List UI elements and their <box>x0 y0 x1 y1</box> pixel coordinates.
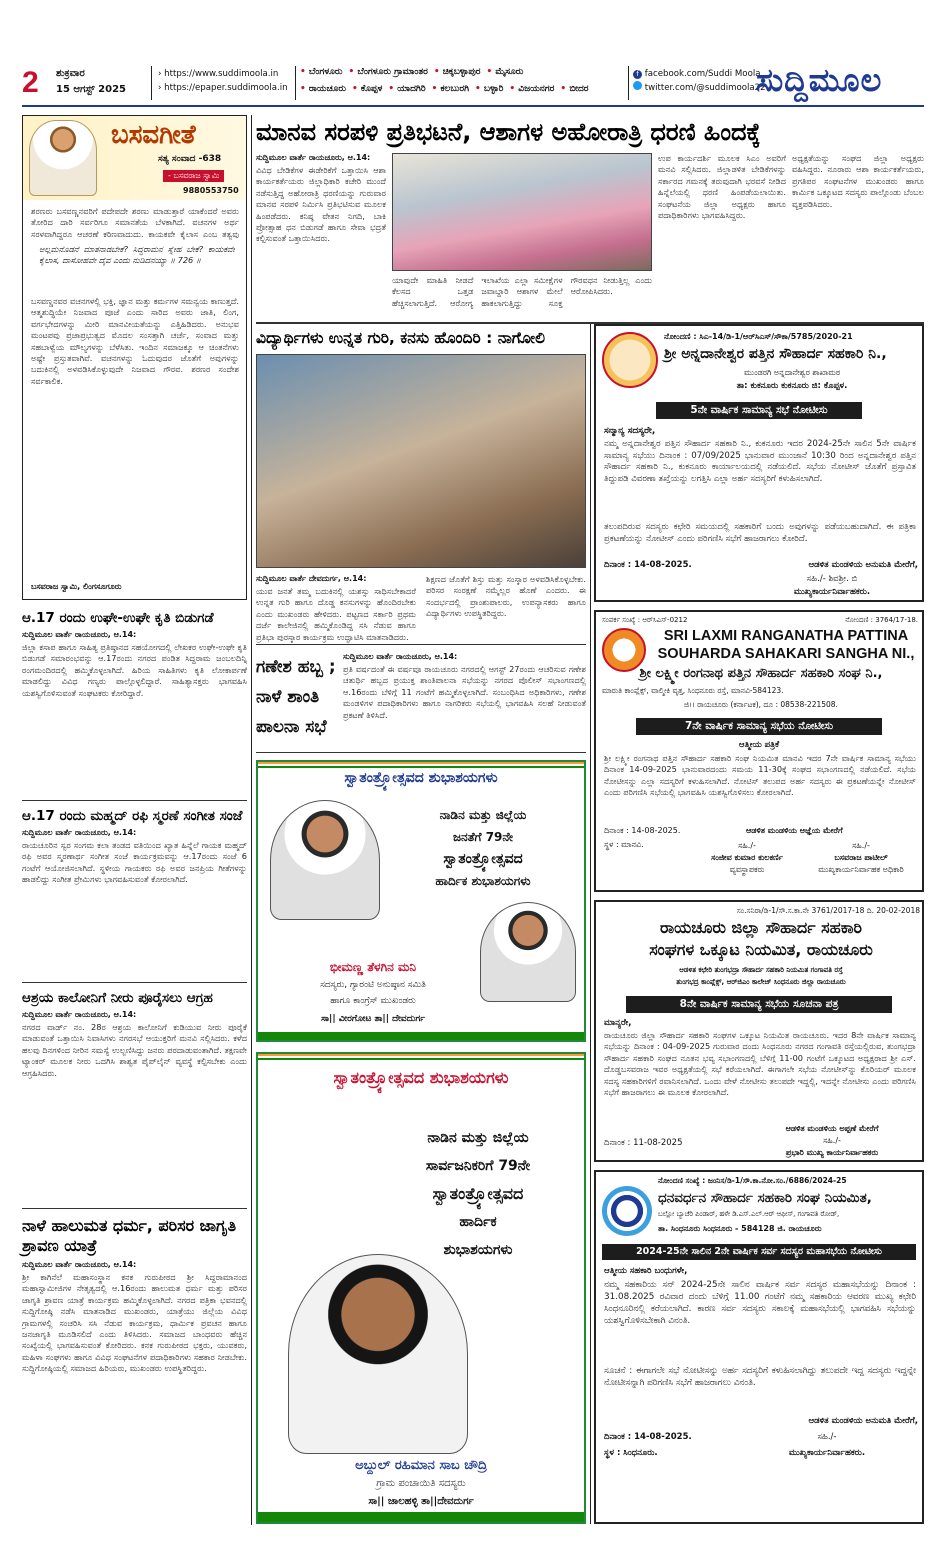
edition-link-5[interactable]: ವಿಜಯನಗರ <box>518 84 555 94</box>
basava-phone: 9880553750 <box>183 186 239 195</box>
wish-1-banner: ಸ್ವಾತಂತ್ರ್ಯೋತ್ಸವದ ಶುಭಾಶಯಗಳು <box>344 770 498 786</box>
notice-2-sign-left-2: ಸಂಜೀವ ಕುಮಾರ ಕುಲಕರ್ಣಿ <box>711 853 783 862</box>
notice-3-address-1: ಆಡಳಿತ ಕಛೇರಿ ತುಂಗಭದ್ರಾ ಸೌಹಾರ್ದ ಸಹಕಾರಿ ನಿಯಮಿತ ಗಂಗಾವತಿ ರಸ್ತೆ <box>679 966 843 974</box>
notice-4-place: ಸ್ಥಳ : ಸಿಂಧನೂರು. <box>604 1448 658 1458</box>
bullet-icon: • <box>486 67 496 77</box>
notice-4-banner: 2024-25ನೇ ಸಾಲಿನ 2ನೇ ವಾರ್ಷಿಕ ಸರ್ವ ಸದಸ್ಯರ ಮಹಾಸಭೆಯ ನೋಟೀಸು <box>602 1244 916 1260</box>
left-article-1-body: ಜಿಲ್ಲಾ ಕಸಾಪ ಹಾಗೂ ಸಾಹಿತ್ಯ ಪ್ರತಿಷ್ಠಾನದ ಸಹಯೋಗದಲ್ಲಿ ಲೇಖಕರ ಉಘೇ-ಉಘೇ ಕೃತಿ ಬಿಡುಗಡೆ ಸಮಾರಂಭವನ್ನು ಆ.17ರಂದು ನಗರದ ಪಂಡಿತ ಸಿದ್ದರಾಮ ಜಂಬಲದಿನ್ನಿ ರಂಗಮಂದಿರದಲ್ಲಿ ಹಮ್ಮಿಕೊಳ್ಳಲಾಗಿದೆ. ಹಿರಿಯ ಸಾಹಿತಿಗಳು ಕೃತಿ ಲೋಕಾರ್ಪಣೆ ಮಾಡಲಿದ್ದು ವಿವಿಧ ಗಣ್ಯರು ಪಾಲ್ಗೊಳ್ಳಲಿದ್ದಾರೆ. ಸಾಹಿತ್ಯಾಸಕ್ತರು ಭಾಗವಹಿಸಿ ಯಶಸ್ವಿಗೊಳಿಸುವಂತೆ ಸಂಘಟಕರು ಕೋರಿದ್ದಾರೆ. <box>22 642 247 698</box>
notice-2-sign-right-2: ಬಸವರಾಜ ಪಾಟೀಲ್ <box>834 853 888 862</box>
notice-2-sign-left-1: ಸಹಿ./- <box>738 841 756 850</box>
notice-1-name: ಶ್ರೀ ಅನ್ನದಾನೇಶ್ವರ ಪತ್ತಿನ ಸೌಹಾರ್ದ ಸಹಕಾರಿ ನಿ., <box>664 346 887 362</box>
notice-2-date: ದಿನಾಂಕ : 14-08-2025. <box>604 826 681 835</box>
wish-2-line-2: ಸಾರ್ವಜನಿಕರಿಗೆ 79ನೇ <box>425 1158 531 1174</box>
page-number: 2 <box>22 66 39 99</box>
wish-1-line-4: ಹಾರ್ದಿಕ ಶುಭಾಶಯಗಳು <box>435 874 531 888</box>
basava-header <box>23 116 246 200</box>
lead-story <box>256 115 924 320</box>
wish-1-role-2: ಹಾಗೂ ಕಾಂಗ್ರೆಸ್ ಮುಖಂಡರು <box>330 996 416 1006</box>
wish-1-name: ಭೀಮಣ್ಣ ತೆಳಗಿನ ಮನಿ <box>329 960 417 974</box>
left-article-2-headline: ಆ.17 ರಂದು ಮಹ್ಮದ್ ರಫಿ ಸ್ಮರಣೆ ಸಂಗೀತ ಸಂಜೆ <box>22 808 243 824</box>
wish-1-line-3: ಸ್ವಾತಂತ್ರ್ಯೋತ್ಸವದ <box>443 851 523 867</box>
notice-2-sign-right-3: ಮುಖ್ಯಕಾರ್ಯನಿರ್ವಾಹಕ ಅಧಿಕಾರಿ <box>818 865 904 874</box>
bullet-icon: • <box>388 84 398 94</box>
notice-4-reg: ನೋಂದಣಿ ಸಂಖ್ಯೆ : ಜಂನಿಸ/ಡಿ-1/ಸೌ.ಕಾ.ನೋ.ಸಂ./6886/2024-25 <box>658 1176 847 1185</box>
bullet-icon: • <box>300 84 309 94</box>
lead-col-1: ವಿವಿಧ ಬೇಡಿಕೆಗಳ ಈಡೇರಿಕೆಗೆ ಒತ್ತಾಯಿಸಿ ಆಶಾ ಕಾರ್ಯಕರ್ತೆಯರು ಜಿಲ್ಲಾಧಿಕಾರಿ ಕಚೇರಿ ಮುಂದೆ ನಡೆಸುತ್ತಿದ್ದ ಅಹೋರಾತ್ರಿ ಧರಣಿಯನ್ನು ಗುರುವಾರ ಮಾನವ ಸರಪಳಿ ನಿರ್ಮಿಸಿ ಪ್ರತಿಭಟಿಸುವ ಮೂಲಕ ಹಿಂಪಡೆದರು. ಕನಿಷ್ಠ ವೇತನ ನಿಗದಿ, ಬಾಕಿ ಪ್ರೋತ್ಸಾಹ ಧನ ಬಿಡುಗಡೆ ಹಾಗೂ ಸೇವಾ ಭದ್ರತೆ ಕಲ್ಪಿಸುವಂತೆ ಒತ್ತಾಯಿಸಿದರು. <box>256 165 386 244</box>
editions-row-2 <box>300 84 595 94</box>
notice-2-address-2: ಜಿ।। ರಾಯಚೂರು (ಕರ್ನಾಟಕ), ದೂ : 08538-221508. <box>684 700 838 709</box>
notice-4-name: ಧನವರ್ಧನ ಸೌಹಾರ್ದ ಸಹಕಾರಿ ಸಂಘ ನಿಯಮಿತ, <box>658 1190 872 1206</box>
issue-date: 15 ಆಗಸ್ಟ್ 2025 <box>56 84 126 95</box>
notice-dhanavardhana <box>594 1170 924 1524</box>
left-article-3-body: ನಗರದ ವಾರ್ಡ್ ನಂ. 28ರ ಆಶ್ರಯ ಕಾಲೋನಿಗೆ ಕುಡಿಯುವ ನೀರು ಪೂರೈಕೆ ಮಾಡುವಂತೆ ಒತ್ತಾಯಿಸಿ ನಿವಾಸಿಗಳು ನಗರಸಭೆ ಆಯುಕ್ತರಿಗೆ ಮನವಿ ಸಲ್ಲಿಸಿದರು. ಕಳೆದ ಹಲವು ದಿನಗಳಿಂದ ನೀರಿನ ಸಮಸ್ಯೆ ಉಲ್ಬಣಿಸಿದ್ದು ಜನರು ಪರದಾಡುವಂತಾಗಿದೆ. ತಕ್ಷಣವೇ ಟ್ಯಾಂಕರ್ ಮೂಲಕ ನೀರು ಒದಗಿಸಿ ಶಾಶ್ವತ ಪೈಪ್‌ಲೈನ್ ವ್ಯವಸ್ಥೆ ಕಲ್ಪಿಸಬೇಕು ಎಂದು ಆಗ್ರಹಿಸಿದರು. <box>22 1022 247 1078</box>
wish-2-name: ಅಬ್ದುಲ್ ರಹಿಮಾನ ಸಾಬ ಚೌದ್ರಿ <box>355 1458 487 1473</box>
bullet-icon: • <box>348 67 358 77</box>
notice-1-salutation: ಸನ್ಮಾನ್ಯ ಸದಸ್ಯರೇ, <box>604 426 656 436</box>
ganesha-body: ಪ್ರತಿ ವರ್ಷದಂತೆ ಈ ವರ್ಷವೂ ರಾಯಚೂರು ನಗರದಲ್ಲಿ ಆಗಸ್ಟ್ 27ರಂದು ಆಚರಿಸುವ ಗಣೇಶ ಚತುರ್ಥಿ ಹಬ್ಬದ ಪ್ರಯುಕ್ತ ಶಾಂತಿಪಾಲನಾ ಸಭೆಯನ್ನು ನಗರದ ಪೊಲೀಸ್ ಸಭಾಂಗಣದಲ್ಲಿ ಆ.16ರಂದು ಬೆಳಿಗ್ಗೆ 11 ಗಂಟೆಗೆ ಹಮ್ಮಿಕೊಳ್ಳಲಾಗಿದೆ. ಸಂಬಂಧಿಸಿದ ಅಧಿಕಾರಿಗಳು, ಗಣೇಶ ಮಂಡಳಿಗಳ ಪದಾಧಿಕಾರಿಗಳು ಹಾಗೂ ನಾಗರಿಕರು ಸಭೆಯಲ್ಲಿ ಭಾಗವಹಿಸಿ ಸಲಹೆ ನೀಡುವಂತೆ ಪ್ರಕಟಣೆ ತಿಳಿಸಿದೆ. <box>343 664 586 720</box>
notice-3-sign-1: ಆಡಳಿತ ಮಂಡಳಿಯ ಅಪ್ಪಣೆ ಮೇರೆಗೆ <box>785 1124 879 1133</box>
edition-link-3[interactable]: ಮೈಸೂರು <box>495 67 524 77</box>
lead-byline: ಸುದ್ದಿಮೂಲ ವಾರ್ತೆ ರಾಯಚೂರು, ಆ.14: <box>256 153 371 162</box>
editions-row-1 <box>300 67 529 77</box>
notice-2-reg-left: ಸಂಪರ್ಕ ಸಂಖ್ಯೆ : ಆರ್‌ಸಿಎಸ್-0212 <box>602 616 688 624</box>
notice-1-banner: 5ನೇ ವಾರ್ಷಿಕ ಸಾಮಾನ್ಯ ಸಭೆ ನೋಟೀಸು <box>656 402 862 419</box>
newspaper-logo[interactable]: ಸುದ್ದಿಮೂಲ <box>756 61 883 99</box>
notice-3-sign-2: ಸಹಿ./- <box>823 1136 841 1145</box>
notice-4-address-1: ಬಲ್ಲೋ ಬ್ಯಾಚೆರಿ ಪಿಂಡಾರ್, ಹಳೇ ಡಿ.ಎಸ್.ಎಲ್.ಆರ್ ಆಫೀಸ್, ಗಂಗಾವತಿ ರೋಡ್, <box>658 1210 840 1218</box>
wish-2-portrait <box>288 1254 468 1454</box>
wish-1-line-1: ನಾಡಿನ ಮತ್ತು ಜಿಲ್ಲೆಯ <box>439 808 527 822</box>
notice-2-salutation: ಆತ್ಮೀಯ ಪತ್ರಿಕೆ <box>738 740 780 750</box>
notice-3-salutation: ಮಾನ್ಯರೇ, <box>604 1018 632 1028</box>
notice-2-sign-right-1: ಸಹಿ./- <box>852 841 870 850</box>
notice-1-date: ದಿನಾಂಕ : 14-08-2025. <box>604 560 692 570</box>
notice-2-english-1: SRI LAXMI RANGANATHA PATTINA <box>663 628 909 644</box>
epaper-link[interactable]: › https://epaper.suddimoola.in <box>158 83 288 93</box>
students-byline: ಸುದ್ದಿಮೂಲ ವಾರ್ತೆ ದೇವದುರ್ಗ, ಆ.14: <box>256 574 367 583</box>
edition-link-1[interactable]: ಕೊಪ್ಪಳ <box>360 84 383 94</box>
notice-4-salutation: ಆತ್ಮೀಯ ಸಹಕಾರಿ ಬಂಧುಗಳೇ, <box>604 1266 688 1276</box>
wish-2-line-3: ಸ್ವಾತಂತ್ರ್ಯೋತ್ಸವದ <box>432 1184 524 1203</box>
basavanna-portrait <box>29 120 97 196</box>
notice-4-sign-2: ಸಹಿ./- <box>817 1432 837 1442</box>
notice-1-reg: ನೋಂದಣಿ : ಸಿಎ-14/ಡಿ-1/ಆರ್‌ಸಿಎಸ್/ಸೌಕಾ/5785/2020-21 <box>664 332 853 341</box>
left-article-3-headline: ಆಶ್ರಯ ಕಾಲೋನಿಗೆ ನೀರು ಪೂರೈಸಲು ಆಗ್ರಹ <box>22 990 213 1006</box>
notice-2-sign-left-3: ವ್ಯವಸ್ಥಾಪಕರು <box>729 865 765 874</box>
basava-column <box>22 115 247 600</box>
bullet-icon: • <box>560 84 570 94</box>
notice-2-name: ಶ್ರೀ ಲಕ್ಷ್ಮೀ ರಂಗನಾಥ ಪತ್ತಿನ ಸೌಹಾರ್ದ ಸಹಕಾರಿ ಸಂಘ ನಿ., <box>639 666 883 681</box>
edition-link-0[interactable]: ರಾಯಚೂರು <box>308 84 346 94</box>
edition-link-6[interactable]: ಬೀದರ <box>569 84 589 94</box>
ganesha-headline: ಗಣೇಶ ಹಬ್ಬ ; ನಾಳೆ ಶಾಂತಿ ಪಾಲನಾ ಸಭೆ <box>256 657 336 737</box>
students-col-1: ಯುವ ಜನತೆ ತಮ್ಮ ಬದುಕಿನಲ್ಲಿ ಯಶಸ್ಸು ಸಾಧಿಸಬೇಕಾದರೆ ಉನ್ನತ ಗುರಿ ಹಾಗೂ ದೊಡ್ಡ ಕನಸುಗಳನ್ನು ಹೊಂದಿರಬೇಕು ಎಂದು ಮುಖಂಡರು ಹೇಳಿದರು. ಪಟ್ಟಣದ ಸರ್ಕಾರಿ ಪ್ರಥಮ ದರ್ಜೆ ಕಾಲೇಜಿನಲ್ಲಿ ಹಮ್ಮಿಕೊಂಡಿದ್ದ ಸಸಿ ನೆಡುವ ಹಾಗೂ ಪ್ರತಿಭಾ ಪುರಸ್ಕಾರ ಕಾರ್ಯಕ್ರಮ ಉದ್ಘಾಟಿಸಿ ಮಾತನಾಡಿದರು. <box>256 586 416 642</box>
students-photo <box>256 354 586 568</box>
wish-2-line-4: ಹಾರ್ದಿಕ <box>459 1214 497 1230</box>
left-article-2 <box>22 808 247 976</box>
lead-headline: ಮಾನವ ಸರಪಳಿ ಪ್ರತಿಭಟನೆ, ಆಶಾಗಳ ಅಹೋರಾತ್ರಿ ಧರಣಿ ಹಿಂದಕ್ಕೆ <box>256 118 761 146</box>
notice-1-sign-2: ಸಹಿ./- ಶಿವಶ್ರೀ. ಬಿ <box>806 574 858 584</box>
left-article-3-byline: ಸುದ್ದಿಮೂಲ ವಾರ್ತೆ ರಾಯಚೂರು, ಆ.14: <box>22 1010 137 1019</box>
students-headline: ವಿದ್ಯಾರ್ಥಿಗಳು ಉನ್ನತ ಗುರಿ, ಕನಸು ಹೊಂದಿರಿ : ನಾಗೋಲಿ <box>256 329 546 347</box>
lead-col-2: ಯಾವುದೇ ಮಾಹಿತಿ ನೀಡದೆ ಕೆಲಸದ ಒತ್ತಡ ಹೆಚ್ಚಿಸಲಾಗುತ್ತಿದೆ. ಆರೋಗ್ಯ ಇಲಾಖೆಯ ಎಲ್ಲಾ ಸಮೀಕ್ಷೆಗಳ ಜವಾಬ್ದಾರಿ ಆಶಾಗಳ ಮೇಲೆ ಹಾಕಲಾಗುತ್ತಿದ್ದು ಸೂಕ್ತ ಗೌರವಧನ ನೀಡುತ್ತಿಲ್ಲ ಎಂದು ಆರೋಪಿಸಿದರು. <box>392 275 652 308</box>
notice-4-emblem <box>602 1186 652 1236</box>
notice-1-body: ನಮ್ಮ ಅನ್ನದಾನೇಶ್ವರ ಪತ್ತಿನ ಸೌಹಾರ್ದ ಸಹಕಾರಿ ನಿ., ಕುಕನೂರು ಇದರ 2024-25ನೇ ಸಾಲಿನ 5ನೇ ವಾರ್ಷಿಕ ಸಾಮಾನ್ಯ ಸಭೆಯು ದಿನಾಂಕ : 07/09/2025 ಭಾನುವಾರ ಮುಂಜಾನೆ 10:30 ರಿಂದ ಅನ್ನದಾನೇಶ್ವರ ಪತ್ತಿನ ಸೌಹಾರ್ದ ಸಹಕಾರಿ ನಿ., ಕುಕನೂರು ಕಾರ್ಯಾಲಯದಲ್ಲಿ ನಡೆಯಲಿದೆ. ಸಭೆಯ ನೋಟೀಸ್ ಜೊತೆಗೆ ಪ್ರಸ್ತಾವಿತ ತಿದ್ದುಪಡಿ ವಿವರಣಾ ತಖ್ತೆಯನ್ನು ಲಗತ್ತಿಸಿ ಎಲ್ಲಾ ಅರ್ಹ ಸದಸ್ಯರಿಗೆ ಕಳುಹಿಸಲಾಗಿದೆ. <box>604 439 916 484</box>
notice-2-english-2: SOUHARDA SAHAKARI SANGHA NI., <box>657 646 915 662</box>
basava-title: ಬಸವಗೀತೆ <box>111 120 196 150</box>
lead-col-3: ಉಪ ಕಾರ್ಯದರ್ಶಿ ಮೂಲಕ ಸಿಎಂ ಅವರಿಗೆ ಮನವಿ ಸಲ್ಲಿಸಿದರು. ಜಿಲ್ಲಾಡಳಿತ ಬೇಡಿಕೆಗಳನ್ನು ಸರ್ಕಾರದ ಗಮನಕ್ಕೆ ತರುವುದಾಗಿ ಭರವಸೆ ನೀಡಿದ ಹಿನ್ನೆಲೆಯಲ್ಲಿ ಧರಣಿ ಹಿಂಪಡೆಯಲಾಯಿತು. ಸಂಘಟನೆಯ ಜಿಲ್ಲಾ ಅಧ್ಯಕ್ಷರು ಹಾಗೂ ಪದಾಧಿಕಾರಿಗಳು ಭಾಗವಹಿಸಿದ್ದರು. <box>658 153 786 221</box>
wish-2-line-5: ಶುಭಾಶಯಗಳು <box>443 1242 513 1258</box>
notice-3-address-2: ತುಂಗಭದ್ರ ಕಾಂಪ್ಲೆಕ್ಸ್, ಆರ್‌ಜಿಎಂ ಕಾಲೇಜ್ ಸಿಂಧನೂರು ಜಿಲ್ಲಾ ರಾಯಚೂರು <box>676 978 846 986</box>
basava-footer: ಬಸವರಾಜ ಸ್ವಾಮಿ, ಲಿಂಗಸೂಗೂರು <box>31 582 122 591</box>
notice-4-date: ದಿನಾಂಕ : 14-08-2025. <box>604 1432 692 1442</box>
wish-2-banner: ಸ್ವಾತಂತ್ರ್ಯೋತ್ಸವದ ಶುಭಾಶಯಗಳು <box>333 1068 509 1087</box>
notice-1-sign-1: ಆಡಳಿತ ಮಂಡಳಿಯ ಅನುಮತಿ ಮೇರೆಗೆ, <box>808 560 918 570</box>
pointer-icon: › <box>158 83 165 93</box>
ganesha-byline: ಸುದ್ದಿಮೂಲ ವಾರ್ತೆ ರಾಯಚೂರು, ಆ.14: <box>343 652 458 661</box>
wish-2-place: ಸಾ|| ಜಾಲಹಳ್ಳಿ ತಾ||ದೇವದುರ್ಗ <box>368 1496 474 1507</box>
twitter-link[interactable]: twitter.com/@suddimoola22 <box>633 81 766 95</box>
edition-link-1[interactable]: ಬೆಂಗಳೂರು ಗ್ರಾಮಾಂತರ <box>357 67 428 77</box>
basava-body: ಬಸವಣ್ಣನವರ ವಚನಗಳಲ್ಲಿ ಭಕ್ತಿ, ಜ್ಞಾನ ಮತ್ತು ಕರ್ಮಗಳ ಸಮನ್ವಯ ಕಾಣುತ್ತದೆ. ಆತ್ಮಶುದ್ಧಿಯೇ ನಿಜವಾದ ಪೂಜೆ ಎಂದು ಸಾರಿದ ಅವರು ಜಾತಿ, ಲಿಂಗ, ವರ್ಗಭೇದಗಳನ್ನು ಮೀರಿ ಮಾನವೀಯತೆಯನ್ನು ಎತ್ತಿಹಿಡಿದರು. ಅನುಭವ ಮಂಟಪವು ಪ್ರಜಾಪ್ರಭುತ್ವದ ಮೊದಲ ಸಂಸತ್ತಾಗಿ ಚರ್ಚೆ, ಸಂವಾದ ಮತ್ತು ಸಹಬಾಳ್ವೆಯ ಮೌಲ್ಯಗಳನ್ನು ಬೆಳೆಸಿತು. ಇಂದಿನ ಸಮಾಜಕ್ಕೂ ಆ ಚಿಂತನೆಗಳು ಅಷ್ಟೇ ಪ್ರಸ್ತುತವಾಗಿವೆ. ವಚನಗಳನ್ನು ಓದುವುದರ ಜೊತೆಗೆ ಅವುಗಳನ್ನು ಬದುಕಿನಲ್ಲಿ ಅಳವಡಿಸಿಕೊಳ್ಳುವುದೇ ನಿಜವಾದ ಗೌರವ. ಶರಣರ ಸಂದೇಶ ಸರ್ವಕಾಲಿಕ. <box>31 296 239 386</box>
lead-col-4: ಅಧ್ಯಕ್ಷತೆಯನ್ನು ಸಂಘದ ಜಿಲ್ಲಾ ಅಧ್ಯಕ್ಷರು ವಹಿಸಿದ್ದರು. ನೂರಾರು ಆಶಾ ಕಾರ್ಯಕರ್ತೆಯರು, ಪ್ರಗತಿಪರ ಸಂಘಟನೆಗಳ ಮುಖಂಡರು ಹಾಗೂ ಕಾರ್ಮಿಕ ಒಕ್ಕೂಟದ ಸದಸ್ಯರು ಪಾಲ್ಗೊಂಡು ಬೆಂಬಲ ವ್ಯಕ್ತಪಡಿಸಿದರು. <box>792 153 924 209</box>
wish-1-portrait-2 <box>480 902 576 1002</box>
left-article-4-body: ಶ್ರೀ ಕಾಗಿನೆಲೆ ಮಹಾಸಂಸ್ಥಾನ ಕನಕ ಗುರುಪೀಠದ ಶ್ರೀ ಸಿದ್ದರಾಮಾನಂದ ಮಹಾಸ್ವಾಮೀಜಿಗಳ ನೇತೃತ್ವದಲ್ಲಿ ಆ.16ರಂದು ಹಾಲುಮತ ಧರ್ಮ ಮತ್ತು ಪರಿಸರ ಜಾಗೃತಿ ಶ್ರಾವಣ ಯಾತ್ರೆ ಕಾರ್ಯಕ್ರಮ ಹಮ್ಮಿಕೊಳ್ಳಲಾಗಿದೆ. ನಗರದ ಪತ್ರಿಕಾ ಭವನದಲ್ಲಿ ಸುದ್ದಿಗೋಷ್ಠಿ ನಡೆಸಿ ಮಾತನಾಡಿದ ಮುಖಂಡರು, ಯಾತ್ರೆಯು ಜಿಲ್ಲೆಯ ವಿವಿಧ ಗ್ರಾಮಗಳಲ್ಲಿ ಸಂಚರಿಸಿ ಸಸಿ ನೆಡುವ ಕಾರ್ಯಕ್ರಮ, ಧಾರ್ಮಿಕ ಪ್ರವಚನ ಹಾಗೂ ಜನಜಾಗೃತಿ ಮೂಡಿಸಲಿದೆ ಎಂದು ತಿಳಿಸಿದರು. ಸಮಾಜದ ಬಾಂಧವರು ಹೆಚ್ಚಿನ ಸಂಖ್ಯೆಯಲ್ಲಿ ಭಾಗವಹಿಸುವಂತೆ ಕೋರಿದರು. ಕನಕ ಗುರುಪೀಠದ ಭಕ್ತರು, ಯುವಕರು, ಮಹಿಳಾ ಸಂಘಗಳು ಹಾಗೂ ವಿವಿಧ ಸಂಘಟನೆಗಳ ಪದಾಧಿಕಾರಿಗಳು ಸಹಕಾರ ನೀಡಬೇಕು. ಸುದ್ದಿಗೋಷ್ಠಿಯಲ್ಲಿ ಸಮಾಜದ ಹಿರಿಯರು, ಮುಖಂಡರು ಉಪಸ್ಥಿತರಿದ್ದರು. <box>22 1272 247 1374</box>
left-article-4 <box>22 1216 247 1516</box>
edition-link-0[interactable]: ಬೆಂಗಳೂರು <box>308 67 343 77</box>
notice-3-name-1: ರಾಯಚೂರು ಜಿಲ್ಲಾ ಸೌಹಾರ್ದ ಸಹಕಾರಿ <box>659 918 862 937</box>
left-article-1-byline: ಸುದ್ದಿಮೂಲ ವಾರ್ತೆ ರಾಯಚೂರು, ಆ.14: <box>22 630 137 639</box>
bullet-icon: • <box>300 67 309 77</box>
website-link[interactable]: › https://www.suddimoola.in <box>158 69 279 79</box>
wish-2-role: ಗ್ರಾಮ ಪಂಚಾಯಿತಿ ಸದಸ್ಯರು <box>376 1478 466 1489</box>
basava-intro: ಶರಣರು ಬಸವಣ್ಣನವರಿಗೆ ಪದೇಪದೇ ಶರಣು ಮಾಡುತ್ತಾರೆ ಯಾಕೆಂದರೆ ಅವರು ತೋರಿದ ದಾರಿ ಸರ್ವರಿಗೂ ಸಮಾನತೆಯ ಬೆಳಕಾಗಿದೆ. ವಚನಗಳ ಅರ್ಥ ಸರಳವಾಗಿದ್ದರೂ ಆಚರಣೆ ಕಠಿಣವಾದುದು. ಕಾಯಕವೇ ಕೈಲಾಸ ಎಂಬ ತತ್ವವು <box>31 206 239 239</box>
notice-raichur-federation <box>594 900 924 1162</box>
notice-2-body: ಶ್ರೀ ಲಕ್ಷ್ಮೀ ರಂಗನಾಥ ಪತ್ತಿನ ಸೌಹಾರ್ದ ಸಹಕಾರಿ ಸಂಘ ನಿಯಮಿತ ಮಾನವಿ ಇದರ 7ನೇ ವಾರ್ಷಿಕ ಸಾಮಾನ್ಯ ಸಭೆಯು ದಿನಾಂಕ 14-09-2025 ಭಾನುವಾರದಂದು ಸಮಯ 11-30ಕ್ಕೆ ಸಂಘದ ಸಭಾಂಗಣದಲ್ಲಿ ನಡೆಯಲಿದೆ. ಸಭೆಯ ನೋಟೀಸನ್ನು ಎಲ್ಲಾ ಸದಸ್ಯರಿಗೆ ಕಳುಹಿಸಲಾಗಿದೆ. ನೋಟಿಸ್ ತಲುಪದ ಅರ್ಹ ಸದಸ್ಯರು ಈ ಪ್ರಕಟಣೆಯನ್ನೇ ನೋಟೀಸ್ ಎಂದು ಪರಿಗಣಿಸಿ ಸಭೆಯಲ್ಲಿ ಭಾಗವಹಿಸಿ ಯಶಸ್ವಿಗೊಳಿಸಲು ಕೋರಲಾಗಿದೆ. <box>604 753 916 798</box>
notice-3-reg: ಸಂ.ಸನಿರಾ/ಡಿ-1/ಸೌ.ಸ.ಕಾ.ನೇ 3761/2017-18 ದಿ. 20-02-2018 <box>736 906 920 915</box>
pointer-icon: › <box>158 69 165 79</box>
wish-1-role-1: ಸದಸ್ಯರು, ಗ್ಯಾರಂಟಿ ಅನುಷ್ಠಾನ ಸಮಿತಿ <box>320 980 426 990</box>
edition-link-3[interactable]: ಕಲಬುರಗಿ <box>440 84 470 94</box>
wish-1-line-2: ಜನತೆಗೆ 79ನೇ <box>452 830 514 844</box>
notice-3-body: ರಾಯಚೂರು ಜಿಲ್ಲಾ ಸೌಹಾರ್ದ ಸಹಕಾರಿ ಸಂಘಗಳ ಒಕ್ಕೂಟ ನಿಯಮಿತ ರಾಯಚೂರು. ಇದರ 8ನೇ ವಾರ್ಷಿಕ ಸಾಮಾನ್ಯ ಸಭೆಯನ್ನು ದಿನಾಂಕ : 04-09-2025 ಗುರುವಾರ ದಂದು ಸಿಂಧನೂರು ನಗರದ ಗಂಗಾವತಿ ರಸ್ತೆಯಲ್ಲಿರುವ, ತುಂಗಭದ್ರಾ ಸೌಹಾರ್ದ ಸಹಕಾರಿ ಸಂಘದ ನೂತನ ಭವ್ಯ ಸಭಾಂಗಣದಲ್ಲಿ ಬೆಳಿಗ್ಗೆ 11-00 ಗಂಟೆಗೆ ಒಕ್ಕೂಟದ ಅಧ್ಯಕ್ಷರಾದ ಶ್ರೀ ಎಸ್. ದೊಡ್ಡಬಸವರಾಜ ಇವರ ಅಧ್ಯಕ್ಷತೆಯಲ್ಲಿ ಸಭೆ ಕರೆಯಲಾಗಿದೆ. ಈಗಾಗಲೇ ಸಭೆಯ ನೋಟೀಸ್‌ನ್ನು ಕೊರಿಯರ್ ಮೂಲಕ ಸದಸ್ಯ ಸಹಕಾರಿಗಳಿಗೆ ರವಾನಿಸಲಾಗಿದೆ. ಒಂದು ವೇಳೆ ನೋಟೀಸು ತಲುಪದೇ ಇದ್ದಲ್ಲಿ, ಇದನ್ನೇ ನೋಟೀಸು ಎಂದು ಪರಿಗಣಿಸಿ ಸಭೆಗೆ ಹಾಜರಾಗಲು ಈ ಮೂಲಕ ಕೋರಲಾಗಿದೆ. <box>604 1030 916 1098</box>
notice-2-place: ಸ್ಥಳ : ಮಾನವಿ. <box>604 840 644 849</box>
notice-1-emblem <box>602 332 658 388</box>
twitter-icon <box>633 81 642 90</box>
facebook-icon: f <box>633 70 642 79</box>
notice-3-date: ದಿನಾಂಕ : 11-08-2025 <box>604 1138 683 1148</box>
notice-1-sign-3: ಮುಖ್ಯಕಾರ್ಯನಿರ್ವಾಹಕರು. <box>793 587 871 597</box>
notice-1-address-1: ಮುಂಡರಗಿ ಅನ್ನದಾನೇಶ್ವರ ಶಾಖಾಮಠ <box>743 368 841 377</box>
wish-1-place: ಸಾ|| ವೀರಗೋಟ ತಾ|| ದೇವದುರ್ಗ <box>321 1014 425 1024</box>
notice-4-address-2: ತಾ. ಸಿಂಧನೂರು ಸಿಂಧನೂರು - 584128 ಜಿ. ರಾಯಚೂರು <box>658 1224 822 1233</box>
bullet-icon: • <box>431 84 441 94</box>
notice-4-body-2: ಸೂಚನೆ : ಈಗಾಗಲೇ ಸಭೆ ನೋಟೀಸನ್ನು ಅರ್ಹ ಸದಸ್ಯರಿಗೆ ಕಳುಹಿಸಲಾಗಿದ್ದು ತಲುಪದೇ ಇದ್ದ ಸದಸ್ಯರು ಇದ್ದನ್ನೇ ನೋಟೀಸನ್ನಾಗಿ ಪರಿಗಣಿಸಿ ಸಭೆಗೆ ಹಾಜರಾಗಲು ವಿನಂತಿ. <box>604 1366 916 1388</box>
notice-1-body-2: ತಲುಪದಿರುವ ಸದಸ್ಯರು ಕಛೇರಿ ಸಮಯದಲ್ಲಿ ಸಹಕಾರಿಗೆ ಬಂದು ಅವುಗಳನ್ನು ಪಡೆಯಬಹುದಾಗಿದೆ. ಈ ಪತ್ರಿಕಾ ಪ್ರಕಟಣೆಯನ್ನು ನೋಟೀಸ್ ಎಂದು ಪರಿಗಣಿಸಿ ಸಭೆಗೆ ಹಾಜರಾಗಲು ಕೋರಿದೆ. <box>604 522 916 544</box>
notice-2-sign-mid: ಆಡಳಿತ ಮಂಡಳಿಯ ಆಜ್ಞೆಯ ಮೇರೆಗೆ <box>746 826 843 835</box>
basava-author: - ಬಸವರಾಜ ಸ್ವಾಮಿ <box>163 170 224 182</box>
notice-3-sign-3: ಪ್ರಭಾರಿ ಮುಖ್ಯ ಕಾರ್ಯನಿರ್ವಾಹಕರು <box>785 1148 879 1157</box>
left-article-2-byline: ಸುದ್ದಿಮೂಲ ವಾರ್ತೆ ರಾಯಚೂರು, ಆ.14: <box>22 828 137 837</box>
students-col-2: ಶಿಕ್ಷಣದ ಜೊತೆಗೆ ಶಿಸ್ತು ಮತ್ತು ಸಂಸ್ಕಾರ ಅಳವಡಿಸಿಕೊಳ್ಳಬೇಕು. ಪರಿಸರ ಸಂರಕ್ಷಣೆ ನಮ್ಮೆಲ್ಲರ ಹೊಣೆ ಎಂದರು. ಈ ಸಂದರ್ಭದಲ್ಲಿ ಪ್ರಾಂಶುಪಾಲರು, ಉಪನ್ಯಾಸಕರು ಹಾಗೂ ವಿದ್ಯಾರ್ಥಿಗಳು ಉಪಸ್ಥಿತರಿದ್ದರು. <box>426 574 586 619</box>
notice-2-address-1: ಮಾರುತಿ ಕಾಂಪ್ಲೆಕ್ಸ್, ವಾಲ್ಮೀಕಿ ವೃತ್ತ, ಸಿಂಧನೂರು ರಸ್ತೆ, ಮಾನವಿ-584123. <box>602 686 784 695</box>
notice-laxmi-ranganatha <box>594 610 924 892</box>
edition-link-2[interactable]: ಚಿಕ್ಕಬಳ್ಳಾಪುರ <box>442 67 481 77</box>
edition-link-4[interactable]: ಬಳ್ಳಾರಿ <box>483 84 504 94</box>
basava-subtitle: ಸತ್ಯ ಸಂವಾದ -638 <box>158 154 222 164</box>
masthead <box>0 0 945 112</box>
notice-4-sign-1: ಆಡಳಿತ ಮಂಡಳಿಯ ಅನುಮತಿ ಮೇರೆಗೆ, <box>808 1416 918 1426</box>
left-article-1-headline: ಆ.17 ರಂದು ಉಘೇ-ಉಘೇ ಕೃತಿ ಬಿಡುಗಡೆ <box>22 610 214 626</box>
edition-link-2[interactable]: ಯಾದಗಿರಿ <box>397 84 426 94</box>
lead-photo <box>392 153 652 271</box>
wish-2-line-1: ನಾಡಿನ ಮತ್ತು ಜಿಲ್ಲೆಯ <box>427 1130 529 1146</box>
issue-day: ಶುಕ್ರವಾರ <box>56 68 85 79</box>
basava-vachana: ಅಲ್ಲಮನೊಡನೆ ಮಾತನಾಡಬೇಕೆ? ಸಿದ್ಧರಾಮನ ಸ್ನೇಹ ಬೇಕೆ? ಕಾಯಕವೇ ಕೈಲಾಸ, ದಾಸೋಹವೇ ದೈವ ಎಂದು ನುಡಿದನಯ್ಯಾ ॥ 726 ॥ <box>39 244 235 266</box>
left-article-4-byline: ಸುದ್ದಿಮೂಲ ವಾರ್ತೆ ರಾಯಚೂರು, ಆ.14: <box>22 1260 137 1269</box>
notice-2-reg-right: ನೋಂದಣಿ : 3764/17-18. <box>845 616 918 624</box>
wish-ad-2 <box>256 1052 586 1524</box>
notice-1-address-2: ತಾ: ಕುಕನೂರು ಕುಕನೂರು ಜಿ: ಕೊಪ್ಪಳ. <box>736 381 848 391</box>
notice-3-banner: 8ನೇ ವಾರ್ಷಿಕ ಸಾಮಾನ್ಯ ಸಭೆಯ ಸೂಚನಾ ಪತ್ರ <box>626 996 892 1013</box>
wish-1-portrait-1 <box>270 800 380 920</box>
bullet-icon: • <box>351 84 361 94</box>
wish-ad-1 <box>256 760 586 1042</box>
facebook-link[interactable]: f facebook.com/Suddi Moola <box>633 67 766 81</box>
notice-annadaneshwara <box>594 324 924 602</box>
notice-2-banner: 7ನೇ ವಾರ್ಷಿಕ ಸಾಮಾನ್ಯ ಸಭೆಯ ನೋಟೀಸು <box>636 718 882 735</box>
bullet-icon: • <box>509 84 519 94</box>
left-article-1 <box>22 610 247 792</box>
left-article-3 <box>22 990 247 1202</box>
bullet-icon: • <box>475 84 484 94</box>
notice-3-name-2: ಸಂಘಗಳ ಒಕ್ಕೂಟ ನಿಯಮಿತ, ರಾಯಚೂರು <box>649 940 873 959</box>
left-article-2-body: ರಾಯಚೂರಿನ ಸ್ವರ ಸಂಗಮ ಕಲಾ ತಂಡದ ವತಿಯಿಂದ ಖ್ಯಾತ ಹಿನ್ನೆಲೆ ಗಾಯಕ ಮಹ್ಮದ್ ರಫಿ ಅವರ ಸ್ಮರಣಾರ್ಥ ಸಂಗೀತ ಸಂಜೆ ಕಾರ್ಯಕ್ರಮವನ್ನು ಆ.17ರಂದು ಸಂಜೆ 6 ಗಂಟೆಗೆ ಆಯೋಜಿಸಲಾಗಿದೆ. ಸ್ಥಳೀಯ ಗಾಯಕರು ರಫಿ ಅವರ ಜನಪ್ರಿಯ ಗೀತೆಗಳನ್ನು ಹಾಡಲಿದ್ದು ಸಂಗೀತ ಪ್ರೇಮಿಗಳು ಭಾಗವಹಿಸುವಂತೆ ಕೋರಲಾಗಿದೆ. <box>22 840 247 885</box>
notice-4-sign-3: ಮುಖ್ಯಕಾರ್ಯನಿರ್ವಾಹಕರು. <box>788 1448 866 1458</box>
bullet-icon: • <box>433 67 443 77</box>
left-article-4-headline: ನಾಳೆ ಹಾಲುಮತ ಧರ್ಮ, ಪರಿಸರ ಜಾಗೃತಿ ಶ್ರಾವಣ ಯಾತ್ರೆ <box>22 1216 237 1255</box>
notice-4-body: ನಮ್ಮ ಸಹಕಾರಿಯ ಸನ್ 2024-25ನೇ ಸಾಲಿನ ವಾರ್ಷಿಕ ಸರ್ವ ಸದಸ್ಯರ ಮಹಾಸಭೆಯನ್ನು ದಿನಾಂಕ : 31.08.2025 ರವಿವಾರ ದಂದು ಬೆಳಿಗ್ಗೆ 11.00 ಗಂಟೆಗೆ ನಮ್ಮ ಸಹಕಾರಿಯ ಆವರಣ ಮುಖ್ಯ ಕಛೇರಿ ಸಿಂಧನೂರಿನಲ್ಲಿ ಕರೆಯಲಾಗಿದೆ. ಕಾರಣ ಸರ್ವ ಸದಸ್ಯರು ಸಕಾಲಕ್ಕೆ ಮಹಾಸಭೆಯಲ್ಲಿ ಭಾಗವಹಿಸಿ ಸಭೆಯನ್ನು ಯಶಸ್ವಿಗೊಳಿಸಬೇಕಾಗಿ ವಿನಂತಿ. <box>604 1280 916 1326</box>
